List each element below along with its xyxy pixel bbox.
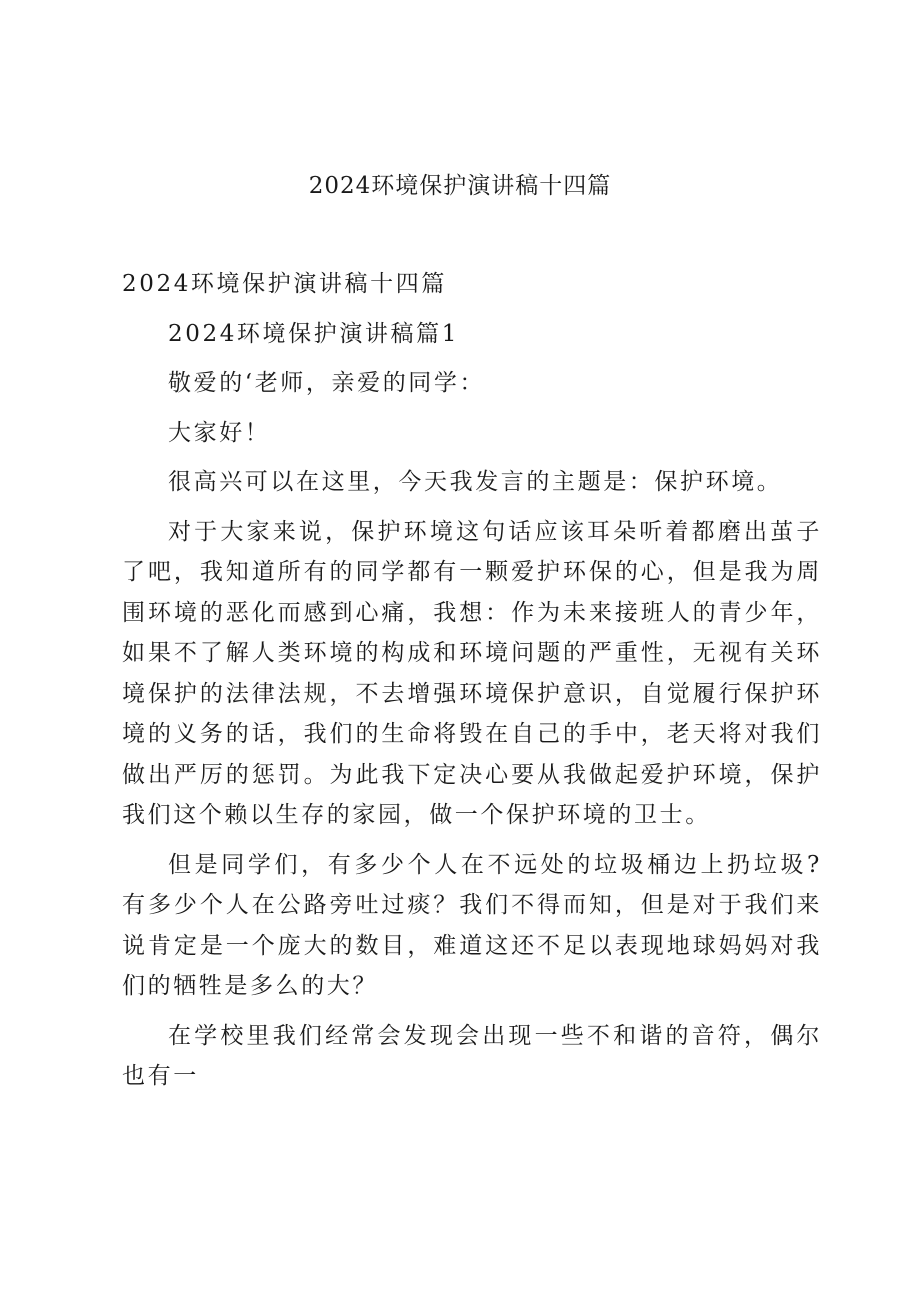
body-heading: 2024环境保护演讲稿十四篇 xyxy=(122,271,447,297)
document-title: 2024环境保护演讲稿十四篇 xyxy=(308,173,612,199)
document-body xyxy=(122,264,822,1106)
greeting: 大家好！ xyxy=(168,419,271,446)
section-heading: 2024环境保护演讲稿篇1 xyxy=(168,320,459,347)
paragraph: 对于大家来说，保护环境这句话应该耳朵听着都磨出茧子了吧，我知道所有的同学都有一颗爱护环保的心，但是我为周围环境的恶化而感到心痛，我想：作为未来接班人的青少年，如果不了解人类环境的构成和环境问题的严重性，无视有关环境保护的法律法规，不去增强环境保护意识，自觉履行保护环境的义务的话，我们的生命将毁在自己的手中，老天将对我们做出严厉的惩罚。为此我下定决心要从我做起爱护环境，保护我们这个赖以生存的家园，做一个保护环境的卫士。 xyxy=(122,518,822,828)
paragraph: 很高兴可以在这里，今天我发言的主题是：保护环境。 xyxy=(168,469,783,495)
paragraph: 但是同学们，有多少个人在不远处的垃圾桶边上扔垃圾?有多少个人在公路旁吐过痰？我们不得而知，但是对于我们来说肯定是一个庞大的数目，难道这还不足以表现地球妈妈对我们的牺牲是多么的大？ xyxy=(122,851,822,999)
salutation: 敬爱的‘老师，亲爱的同学： xyxy=(168,370,486,396)
paragraph: 在学校里我们经常会发现会出现一些不和谐的音符，偶尔也有一 xyxy=(122,1022,822,1089)
